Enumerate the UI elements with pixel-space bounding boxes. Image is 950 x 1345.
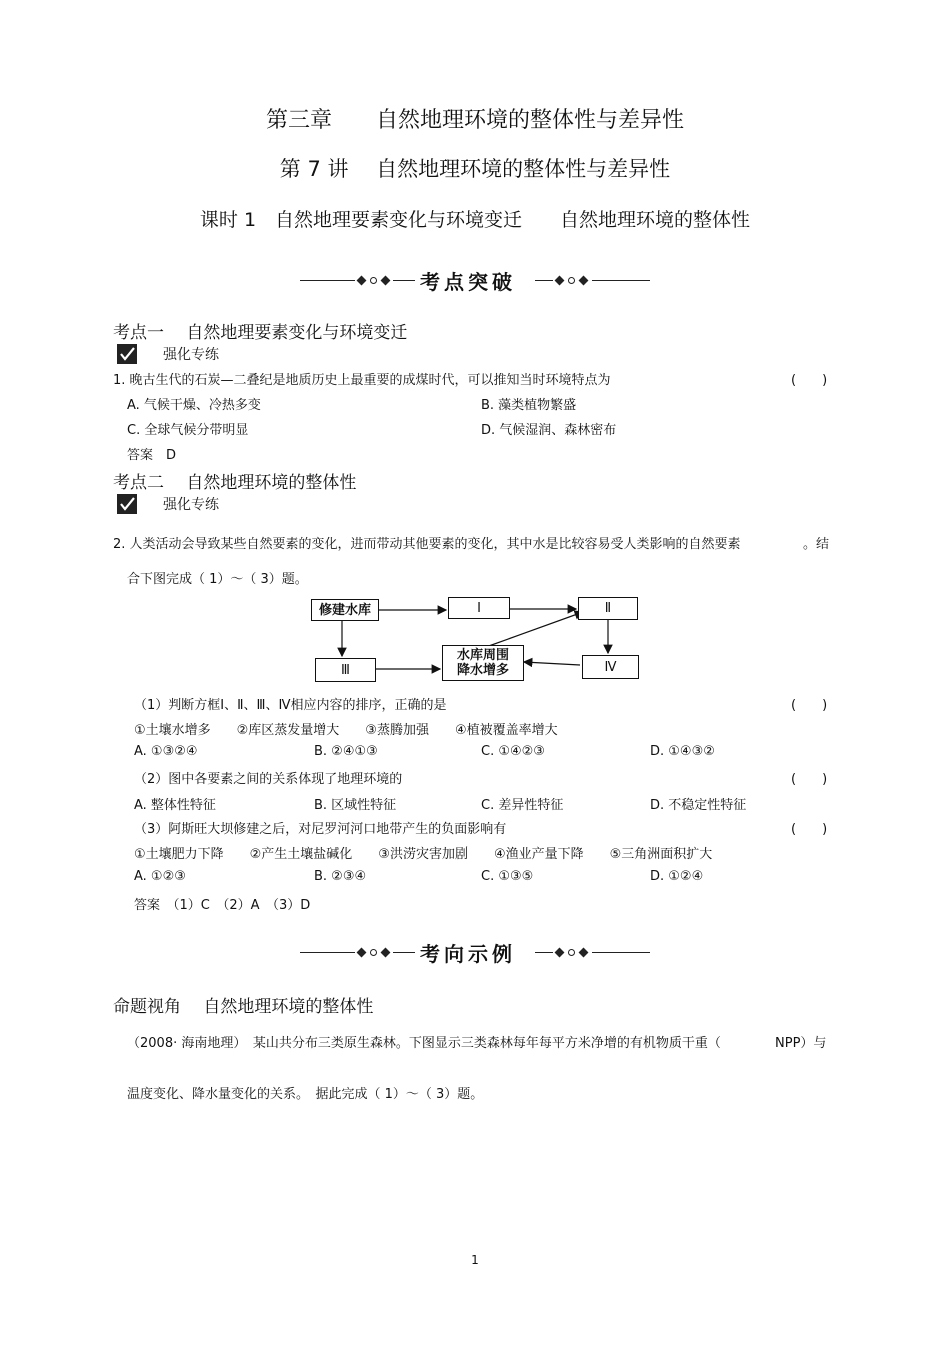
point2-title: 考点二 自然地理环境的整体性 xyxy=(113,473,357,493)
box-iii: Ⅲ xyxy=(315,658,376,682)
box-precipitation xyxy=(442,645,524,681)
box-precipitation-line1: 水库周围 xyxy=(456,648,509,663)
section-title: 考点突破 xyxy=(420,270,516,294)
chapter-title: 第三章 自然地理环境的整体性与差异性 xyxy=(265,108,684,133)
question-2-stem-tail: 。结 xyxy=(803,537,830,552)
option-d: D. 不稳定性特征 xyxy=(650,798,747,813)
option-c: C. 全球气候分带明显 xyxy=(127,423,249,438)
subquestion-2-stem: （2）图中各要素之间的关系体现了地理环境的 xyxy=(134,772,403,787)
option-b: B. ②③④ xyxy=(314,869,367,884)
option-c: C. ①④②③ xyxy=(481,744,545,759)
box-iv: Ⅳ xyxy=(582,655,639,679)
answer-blank: ( ) xyxy=(791,772,828,787)
page-number: 1 xyxy=(471,1253,479,1267)
option-d: D. ①④③② xyxy=(650,744,715,759)
answer-blank: ( ) xyxy=(791,698,828,713)
box-precipitation-line2: 降水增多 xyxy=(456,663,509,678)
box-ii: Ⅱ xyxy=(578,597,638,620)
divider-left xyxy=(300,952,355,953)
subquestion-3-stem: （3）阿斯旺大坝修建之后，对尼罗河河口地带产生的负面影响有 xyxy=(134,822,507,837)
question-2-stem: 2. 人类活动会导致某些自然要素的变化，进而带动其他要素的变化，其中水是比较容易受人类影响的自然要素 xyxy=(113,537,741,552)
option-b: B. 藻类植物繁盛 xyxy=(481,398,577,413)
option-d: D. ①②④ xyxy=(650,869,704,884)
exercise-label: 强化专练 xyxy=(163,497,219,513)
example-title: 命题视角 自然地理环境的整体性 xyxy=(113,997,374,1017)
divider-left-short xyxy=(393,952,415,953)
divider-right xyxy=(592,952,650,953)
option-c: C. ①③⑤ xyxy=(481,869,534,884)
box-i: Ⅰ xyxy=(448,597,510,619)
diamond-ornament xyxy=(579,948,589,958)
option-a: A. 整体性特征 xyxy=(134,798,216,813)
example-stem-npp: NPP）与 xyxy=(775,1036,827,1051)
answer-blank: ( ) xyxy=(791,822,828,837)
option-d: D. 气候湿润、森林密布 xyxy=(481,423,617,438)
question-1-stem: 1. 晚古生代的石炭—二叠纪是地质历史上最重要的成煤时代，可以推知当时环境特点为 xyxy=(113,373,611,388)
answer-blank: ( ) xyxy=(791,373,828,388)
subquestion-3-items: ①土壤肥力下降 ②产生土壤盐碱化 ③洪涝灾害加剧 ④渔业产量下降 ⑤三角洲面积扩大 xyxy=(134,847,713,862)
option-c: C. 差异性特征 xyxy=(481,798,564,813)
section-title: 考向示例 xyxy=(420,942,516,966)
option-a: A. ①③②④ xyxy=(134,744,198,759)
option-a: A. 气候干燥、冷热多变 xyxy=(127,398,261,413)
example-stem-line1: （2008· 海南地理） 某山共分布三类原生森林。下图显示三类森林每年每平方米净增的有机物质干重（ xyxy=(127,1036,721,1051)
diamond-ornament xyxy=(555,948,565,958)
option-a: A. ①②③ xyxy=(134,869,186,884)
subquestion-1-items: ①土壤水增多 ②库区蒸发量增大 ③蒸腾加强 ④植被覆盖率增大 xyxy=(134,723,558,738)
example-stem-line2: 温度变化、降水量变化的关系。 据此完成（ 1）～（ 3）题。 xyxy=(127,1087,484,1102)
circle-ornament xyxy=(568,949,575,956)
question-2-stem-line2: 合下图完成（ 1）～（ 3）题。 xyxy=(127,572,308,587)
diamond-ornament xyxy=(381,948,391,958)
circle-ornament xyxy=(370,949,377,956)
answer-1: 答案 D xyxy=(127,448,177,463)
option-b: B. ②④①③ xyxy=(314,744,378,759)
box-build-reservoir: 修建水库 xyxy=(311,599,379,621)
diamond-ornament xyxy=(357,948,367,958)
divider-right-short xyxy=(535,952,553,953)
option-b: B. 区域性特征 xyxy=(314,798,397,813)
subquestion-1-stem: （1）判断方框Ⅰ、Ⅱ、Ⅲ、Ⅳ相应内容的排序，正确的是 xyxy=(134,698,447,713)
lesson-title: 课时 1 自然地理要素变化与环境变迁 自然地理环境的整体性 xyxy=(199,209,751,231)
point1-title: 考点一 自然地理要素变化与环境变迁 xyxy=(113,323,408,343)
lecture-title: 第 7 讲 自然地理环境的整体性与差异性 xyxy=(279,157,671,181)
exercise-label: 强化专练 xyxy=(163,347,219,363)
answer-2: 答案 （1）C （2）A （3）D xyxy=(134,898,311,913)
